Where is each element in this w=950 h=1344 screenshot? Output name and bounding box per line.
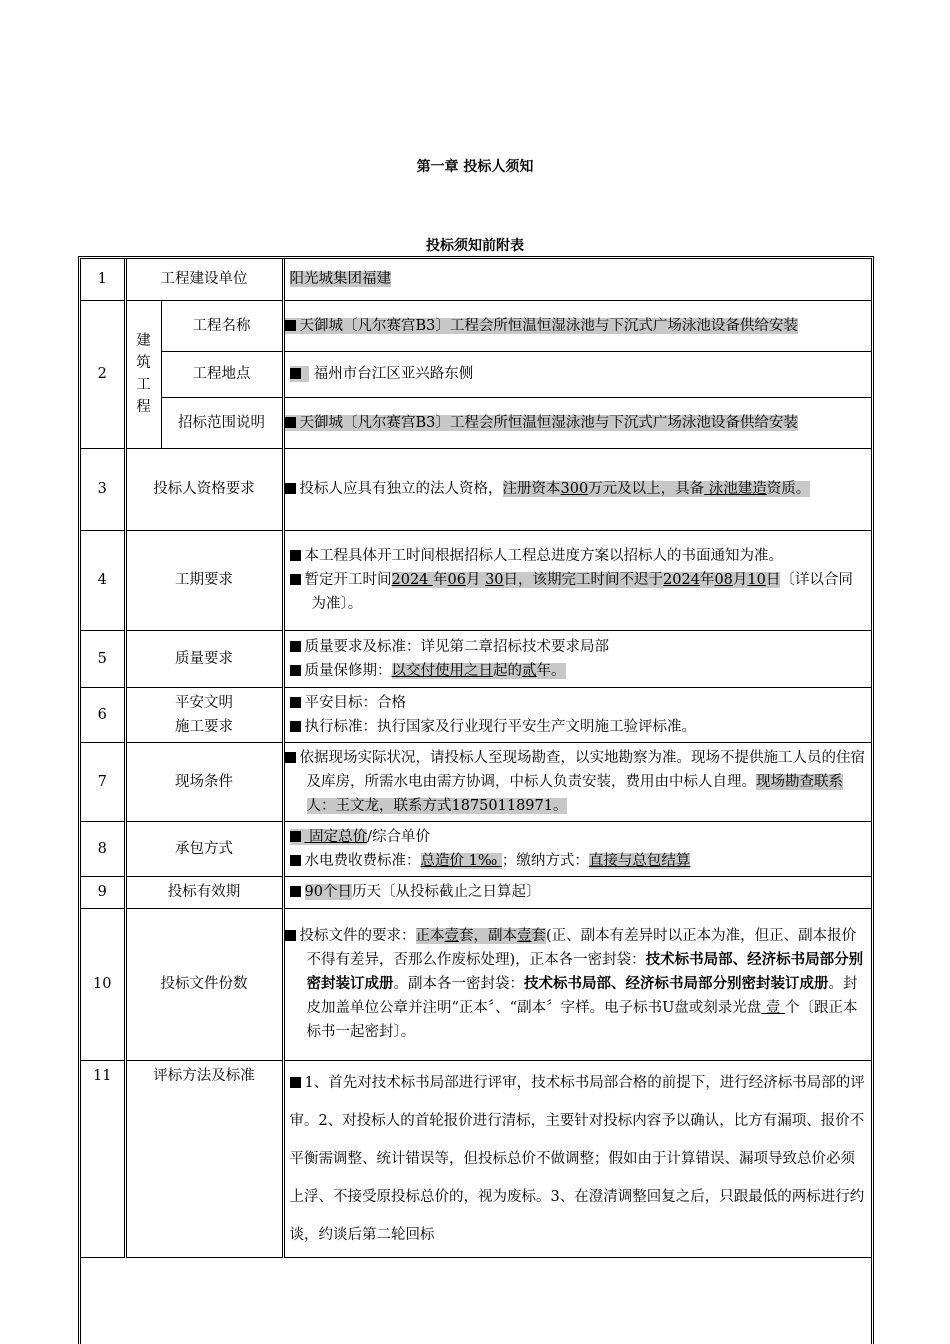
bullet-icon: [290, 550, 301, 561]
row-value: 福州市台江区亚兴路东侧: [283, 351, 871, 397]
row-number: 8: [81, 821, 125, 876]
table-row: [81, 876, 871, 908]
row-value: [283, 821, 871, 876]
bullet-icon: [290, 721, 301, 732]
chapter-title: 第一章 投标人须知: [416, 159, 534, 175]
sub-label: 工程地点: [161, 351, 283, 397]
row-number: 5: [81, 630, 125, 687]
table-row: [81, 448, 871, 530]
row-number: 9: [81, 876, 125, 908]
row-label: 工程建设单位: [125, 259, 283, 300]
bullet-line: 质量保修期：以交付使用之日起的贰年。: [290, 659, 867, 683]
bullet-line: 暂定开工时间2024 年06月 30日，该期完工时间不迟于2024年08月10日〔详以合同为准〕。: [290, 568, 867, 616]
row-number: 10: [81, 908, 125, 1060]
table-row: [81, 742, 871, 821]
bullet-icon: [285, 930, 296, 941]
table-row: [81, 397, 871, 448]
table-row: [81, 687, 871, 742]
row-label: 工期要求: [125, 530, 283, 630]
bullet-icon: [285, 752, 296, 763]
table-row: [81, 351, 871, 397]
bullet-icon: [290, 1077, 301, 1088]
row-value: 投标人应具有独立的法人资格，注册资本300万元及以上，具备 泳池建造资质。: [283, 448, 871, 530]
table-row: [81, 630, 871, 687]
row-number: 4: [81, 530, 125, 630]
row-value: 阳光城集团福建: [283, 259, 871, 300]
bullet-icon: [290, 697, 301, 708]
table-caption: 投标须知前附表: [426, 238, 524, 254]
row-value: 投标文件的要求：正本壹套，副本壹套(正、副本有差异时以正本为准，但正、副本报价不得有差异，否那么作废标处理)，正本各一密封袋：技术标书局部、经济标书局部分别密封装订成册。副本各一密封袋：技术标书局部、经济标书局部分别密封装订成册。封皮加盖单位公章并注明“正本〞、“副本〞字样。电子标书U盘或刻录光盘 壹 个〔跟正本标书一起密封〕。: [283, 908, 871, 1060]
row-label: 承包方式: [125, 821, 283, 876]
bullet-icon: [290, 855, 301, 866]
bullet-line: 本工程具体开工时间根据招标人工程总进度方案以招标人的书面通知为准。: [290, 544, 867, 568]
row-value: [283, 530, 871, 630]
bullet-icon: [290, 831, 301, 842]
table-row: [81, 300, 871, 351]
bullet-line: 固定总价/综合单价: [290, 825, 867, 849]
row-label: 投标有效期: [125, 876, 283, 908]
bullet-line: 质量要求及标准：详见第二章招标技术要求局部: [290, 635, 867, 659]
sub-label: 工程名称: [161, 300, 283, 351]
table-row: [81, 259, 871, 300]
row-label: 投标文件份数: [125, 908, 283, 1060]
bullet-icon: [285, 417, 296, 428]
bullet-icon: [285, 483, 296, 494]
row-value: 天御城〔凡尔赛宫B3〕工程会所恒温恒湿泳池与下沉式广场泳池设备供给安装: [283, 300, 871, 351]
bullet-icon: [285, 320, 296, 331]
table-row: [81, 530, 871, 630]
row-number: 1: [81, 259, 125, 300]
row-number: 6: [81, 687, 125, 742]
sub-label: 招标范围说明: [161, 397, 283, 448]
row-number: 2: [81, 300, 125, 448]
bullet-icon: [290, 886, 301, 897]
bullet-icon: [290, 368, 301, 379]
bullet-icon: [290, 665, 301, 676]
bullet-line: 执行标准：执行国家及行业现行平安生产文明施工验评标准。: [290, 715, 867, 739]
row-group-label: 建 筑 工 程: [125, 300, 161, 448]
table-row: [81, 821, 871, 876]
bullet-icon: [290, 641, 301, 652]
bullet-icon: [290, 574, 301, 585]
row-number: 3: [81, 448, 125, 530]
row-label: 现场条件: [125, 742, 283, 821]
row-label: 质量要求: [125, 630, 283, 687]
row-value: [283, 687, 871, 742]
row-label: 平安文明 施工要求: [125, 687, 283, 742]
bullet-line: 水电费收费标准：总造价 1‰ ；缴纳方式：直接与总包结算: [290, 849, 867, 873]
row-value: [283, 630, 871, 687]
bullet-line: 平安目标：合格: [290, 691, 867, 715]
row-label: 投标人资格要求: [125, 448, 283, 530]
row-number: 11: [81, 1060, 125, 1257]
table-row: [81, 1060, 871, 1257]
row-value: 1、首先对技术标书局部进行评审，技术标书局部合格的前提下，进行经济标书局部的评审。2、对投标人的首轮报价进行清标，主要针对投标内容予以确认，比方有漏项、报价不平衡需调整、统计错误等，但投标总价不做调整；假如由于计算错误、漏项导致总价必须上浮、不接受原投标总价的，视为废标。3、在澄清调整回复之后，只跟最低的两标进行约谈，约谈后第二轮回标: [283, 1060, 871, 1257]
bid-notice-table: [78, 256, 874, 1344]
row-value: 天御城〔凡尔赛宫B3〕工程会所恒温恒湿泳池与下沉式广场泳池设备供给安装: [283, 397, 871, 448]
row-label: 评标方法及标准: [125, 1060, 283, 1257]
row-number: 7: [81, 742, 125, 821]
row-value: 90个日历天〔从投标截止之日算起〕: [283, 876, 871, 908]
table-row: [81, 908, 871, 1060]
row-value: 依据现场实际状况，请投标人至现场勘查，以实地勘察为准。现场不提供施工人员的住宿及库房，所需水电由需方协调，中标人负责安装，费用由中标人自理。现场勘查联系人：王文龙，联系方式18750118971。: [283, 742, 871, 821]
